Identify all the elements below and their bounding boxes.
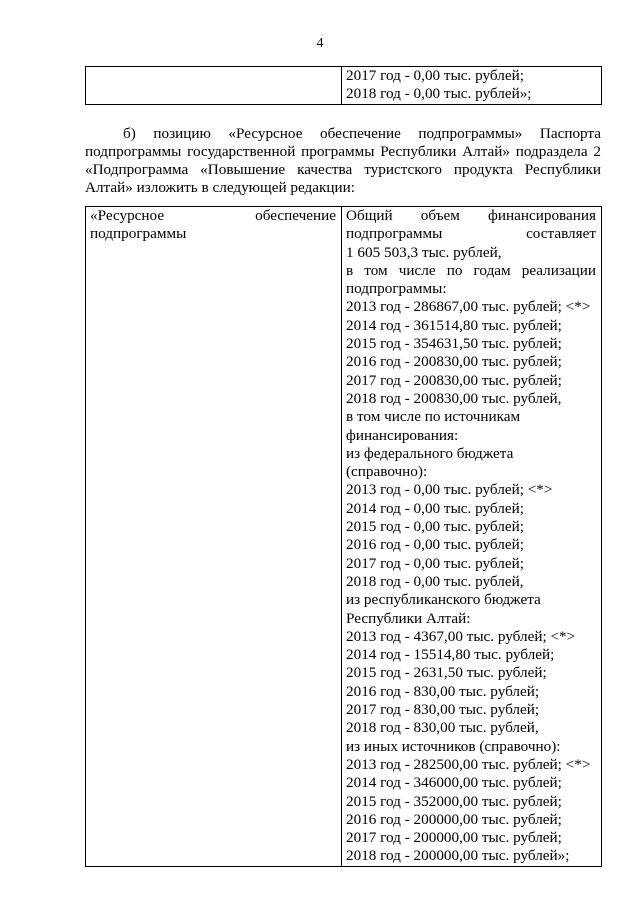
resource-value-cell xyxy=(342,207,602,867)
value-line: 2015 год - 0,00 тыс. рублей; xyxy=(346,518,524,536)
value-line: финансирования: xyxy=(346,426,459,444)
value-line: 2018 год - 200000,00 тыс. рублей»; xyxy=(346,847,570,865)
value-line: 2013 год - 282500,00 тыс. рублей; <*> xyxy=(346,755,591,773)
value-line: 2015 год - 2631,50 тыс. рублей; xyxy=(346,664,547,682)
value-line: в том числе по годам реализации xyxy=(346,261,596,279)
value-lines xyxy=(346,280,596,866)
paragraph-line: «Подпрограмма «Повышение качества туристского продукта Республики xyxy=(85,161,601,178)
paragraph-line: б) позицию «Ресурсное обеспечение подпрограммы» Паспорта xyxy=(123,125,601,142)
value-line: 2015 год - 354631,50 тыс. рублей; xyxy=(346,335,562,353)
label-line: «Ресурсное обеспечение xyxy=(90,207,336,224)
value-line: 2016 год - 830,00 тыс. рублей; xyxy=(346,682,540,700)
value-line: 1 605 503,3 тыс. рублей, xyxy=(346,243,502,261)
value-line: из федерального бюджета xyxy=(346,444,514,462)
value-line: 2016 год - 200000,00 тыс. рублей; xyxy=(346,810,562,828)
value-line: (справочно): xyxy=(346,463,428,481)
body-paragraph xyxy=(85,125,601,197)
value-line: 2017 год - 830,00 тыс. рублей; xyxy=(346,701,540,719)
value-line: 2017 год - 200000,00 тыс. рублей; xyxy=(346,829,562,847)
value-line: 2017 год - 200830,00 тыс. рублей; xyxy=(346,371,562,389)
resource-table xyxy=(85,206,602,867)
value-line: из иных источников (справочно): xyxy=(346,737,561,755)
page-number: 4 xyxy=(316,36,324,51)
value-line: 2018 год - 0,00 тыс. рублей, xyxy=(346,572,524,590)
value-line: 2017 год - 0,00 тыс. рублей; xyxy=(346,554,524,572)
value-line: 2014 год - 15514,80 тыс. рублей; xyxy=(346,646,555,664)
text-line: 2018 год - 0,00 тыс. рублей»; xyxy=(346,85,532,103)
value-line: 2016 год - 200830,00 тыс. рублей; xyxy=(346,353,562,371)
resource-label-cell xyxy=(86,207,342,867)
value-line: подпрограммы составляет xyxy=(346,225,596,243)
value-line: 2018 год - 200830,00 тыс. рублей, xyxy=(346,389,562,407)
paragraph-line: Алтай» изложить в следующей редакции: xyxy=(85,179,355,196)
value-line: подпрограммы: xyxy=(346,280,447,298)
value-line: 2015 год - 352000,00 тыс. рублей; xyxy=(346,792,562,810)
value-line: 2014 год - 0,00 тыс. рублей; xyxy=(346,499,524,517)
value-line: 2013 год - 286867,00 тыс. рублей; <*> xyxy=(346,298,591,316)
text-line: 2017 год - 0,00 тыс. рублей; xyxy=(346,67,524,84)
paragraph-line: подпрограммы государственной программы Республики Алтай» подраздела 2 xyxy=(85,143,601,160)
value-line: 2013 год - 4367,00 тыс. рублей; <*> xyxy=(346,627,576,645)
table-cell-right xyxy=(342,67,602,105)
value-line: в том числе по источникам xyxy=(346,408,521,426)
value-line: 2018 год - 830,00 тыс. рублей, xyxy=(346,719,539,737)
value-line: 2016 год - 0,00 тыс. рублей; xyxy=(346,536,524,554)
value-line: 2014 год - 346000,00 тыс. рублей; xyxy=(346,774,562,792)
value-line: Общий объем финансирования xyxy=(346,207,596,224)
value-line: 2013 год - 0,00 тыс. рублей; <*> xyxy=(346,481,553,499)
table-cell-left xyxy=(86,67,342,105)
table-continuation xyxy=(85,66,602,105)
value-line: из республиканского бюджета xyxy=(346,591,541,609)
label-line: подпрограммы xyxy=(90,225,187,243)
value-line: Республики Алтай: xyxy=(346,609,471,627)
value-line: 2014 год - 361514,80 тыс. рублей; xyxy=(346,316,562,334)
